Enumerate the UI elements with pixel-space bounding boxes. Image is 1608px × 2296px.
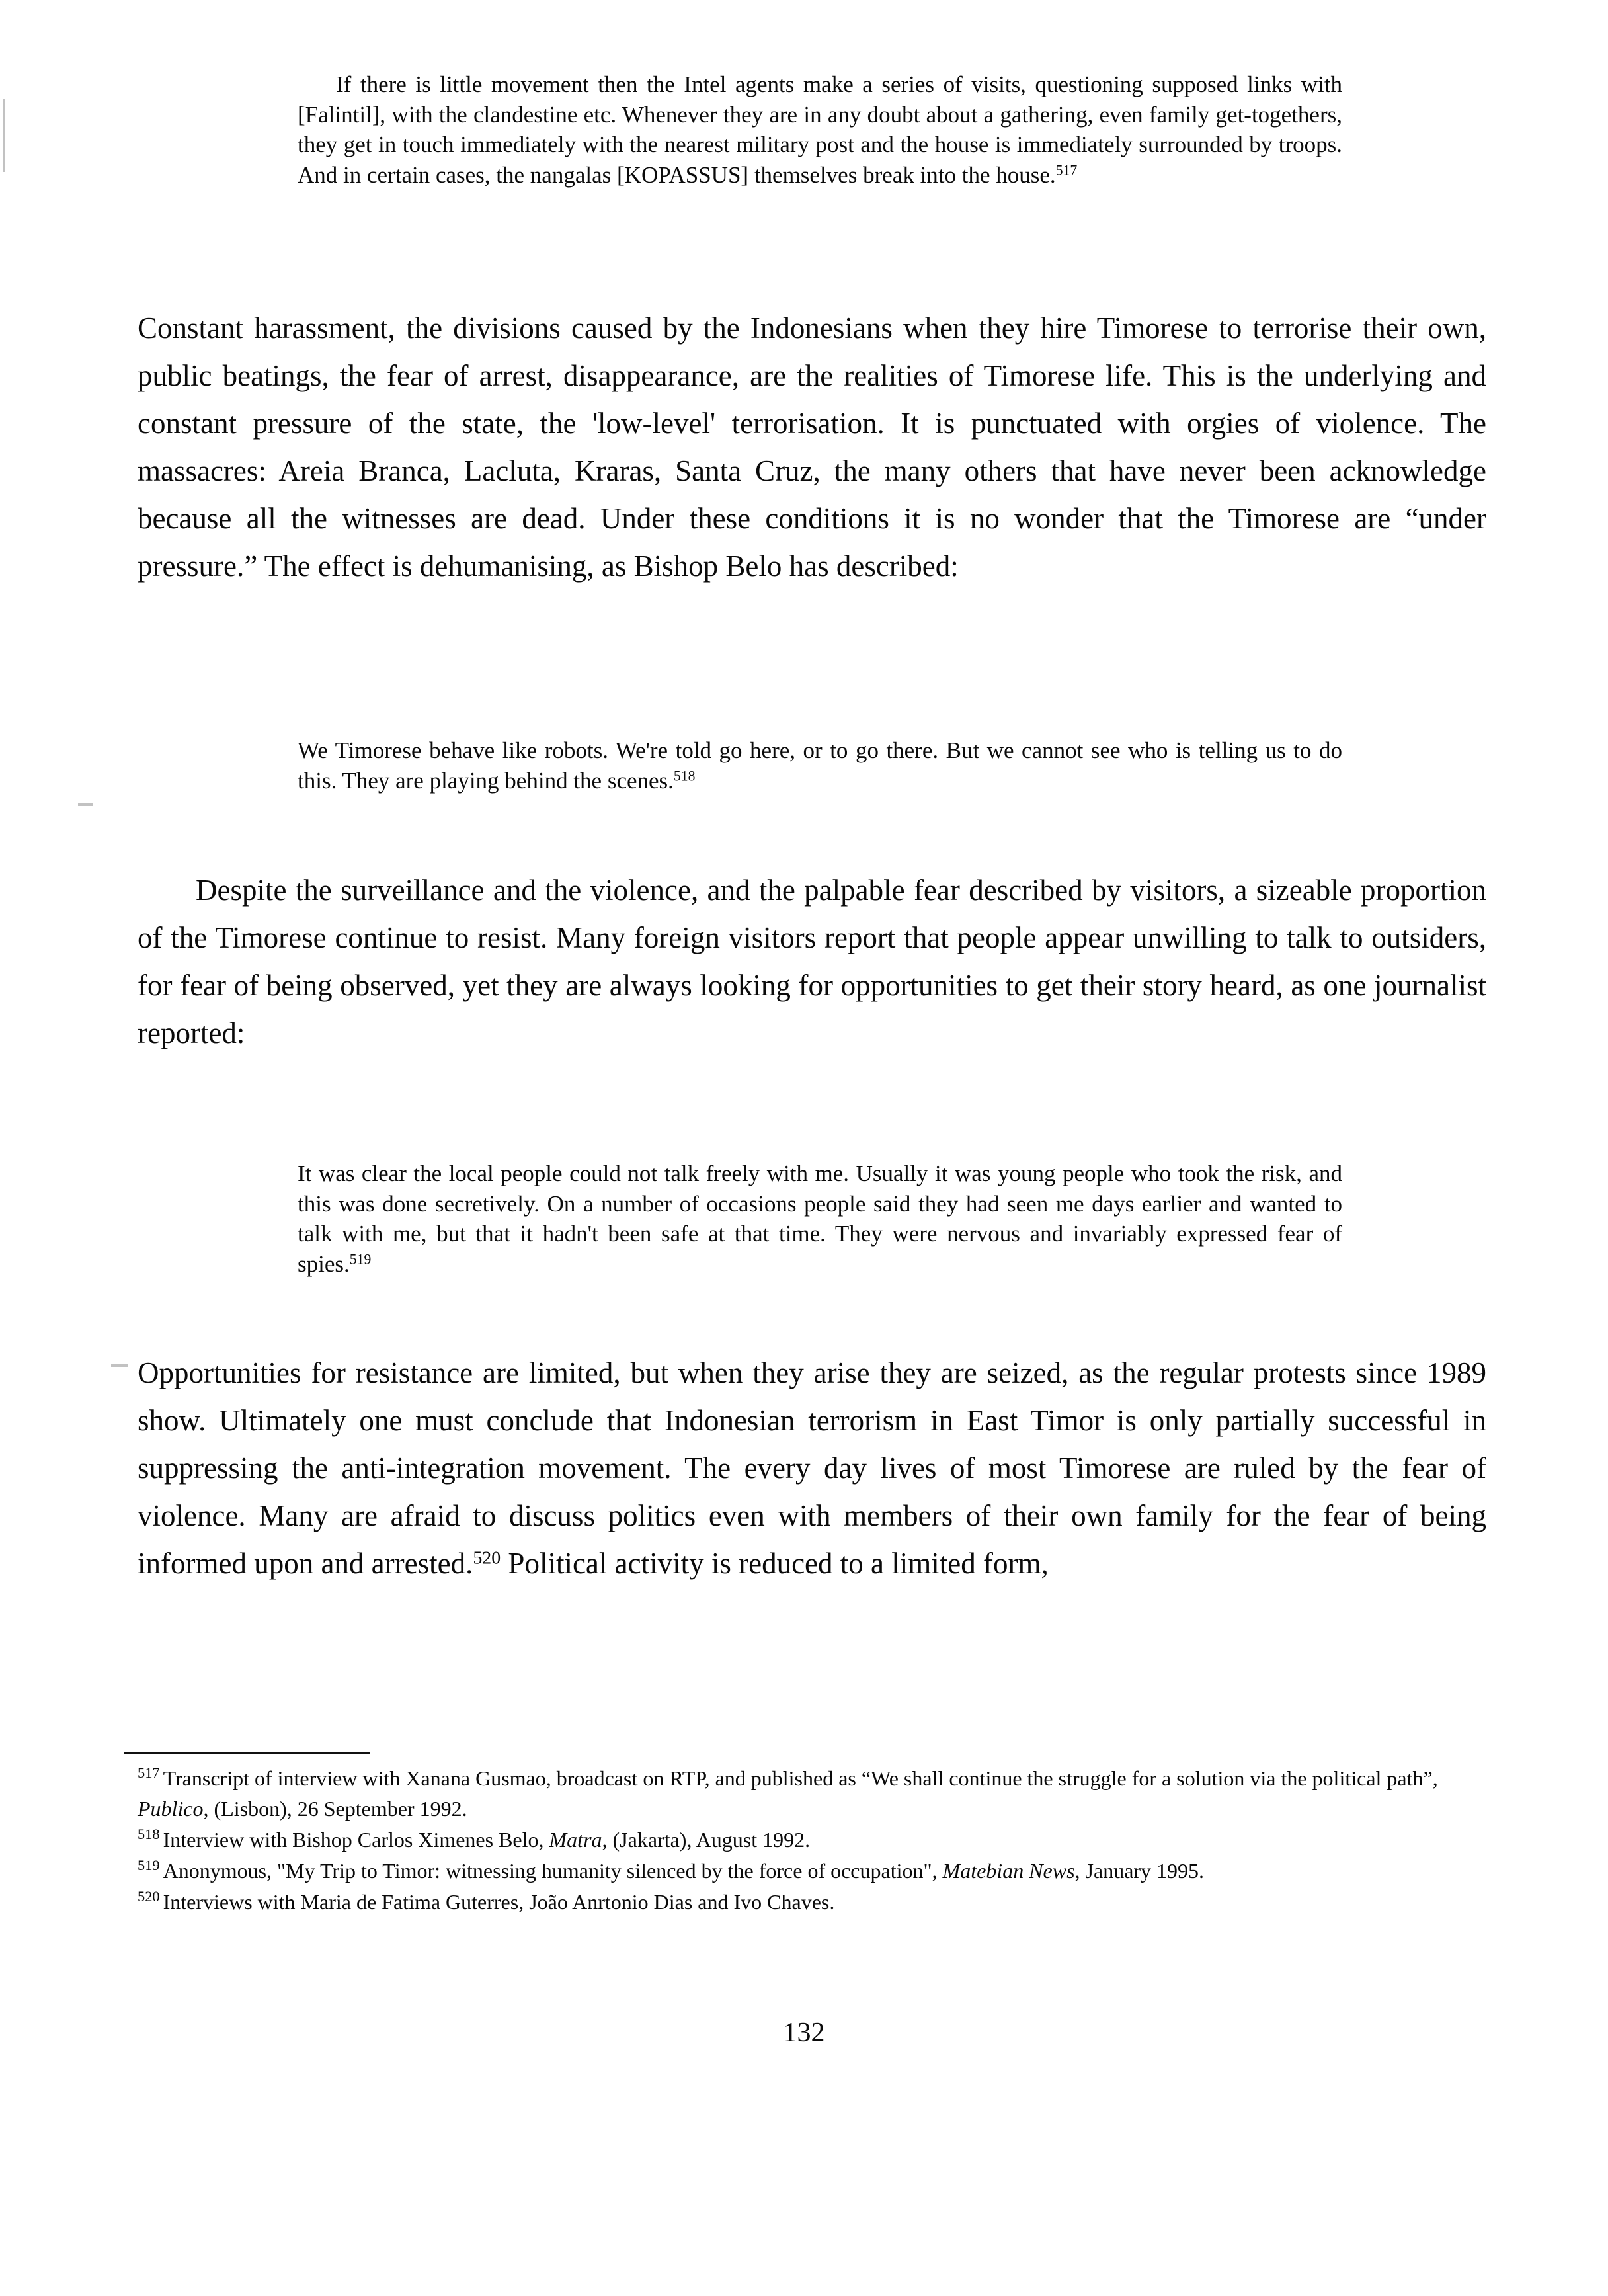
scan-artifact-left-3 (111, 1364, 128, 1367)
scan-artifact-left-1 (3, 99, 5, 172)
footnote-519-italic-title: Matebian News (942, 1859, 1075, 1883)
footnote-518-part1: Interview with Bishop Carlos Ximenes Belo, (163, 1828, 549, 1852)
paragraph-3-text-after: Political activity is reduced to a limited form, (501, 1547, 1049, 1580)
blockquote-belo-robots (298, 735, 1342, 796)
footnote-518-part2: , (Jakarta), August 1992. (602, 1828, 811, 1852)
footnote-ref-520: 520 (473, 1547, 501, 1569)
footnote-518-italic-title: Matra (549, 1828, 602, 1852)
footnote-number-520: 520 (138, 1888, 160, 1905)
paragraph-despite-surveillance (138, 866, 1486, 1057)
footnote-number-519: 519 (138, 1856, 160, 1873)
footnote-separator-rule (124, 1752, 370, 1754)
paragraph-3-text-before: Opportunities for resistance are limited, but when they arise they are seized, as the regular protests since 1989 show. Ultimately one must conclude that Indonesian terrorism in East Timor is only partially successful in suppressing the anti-integration movement. The every day lives of most Timorese are ruled by the fear of violence. Many are afraid to discuss politics even with members of their own family for the fear of being informed upon and arrested. (138, 1356, 1486, 1580)
footnote-517-part2: , (Lisbon), 26 September 1992. (203, 1797, 467, 1821)
footnote-519-part1: Anonymous, "My Trip to Timor: witnessing humanity silenced by the force of occupation", (163, 1859, 943, 1883)
paragraph-2-text: Despite the surveillance and the violence, and the palpable fear described by visitors, a sizeable proportion of the Timorese continue to resist. Many foreign visitors report that people appear unwilling to talk to outsiders, for fear of being observed, yet they are always looking for opportunities to get their story heard, as one journalist reported: (138, 874, 1486, 1049)
blockquote-intel-agents (298, 69, 1342, 190)
footnote-520-part1: Interviews with Maria de Fatima Guterres, João Anrtonio Dias and Ivo Chaves. (163, 1890, 835, 1914)
footnote-list (138, 1763, 1486, 1918)
footnote-517-part1: Transcript of interview with Xanana Gusmao, broadcast on RTP, and published as “We shall continue the struggle for a solution via the political path”, (163, 1766, 1438, 1790)
blockquote-1-text: If there is little movement then the Intel agents make a series of visits, questioning supposed links with [Falintil], with the clandestine etc. Whenever they are in any doubt about a gathering, even family get-togethers, they get in touch immediately with the nearest military post and the house is immediately surrounded by troops. And in certain cases, the nangalas [KOPASSUS] themselves break into the house. (298, 71, 1342, 188)
footnote-ref-519: 519 (349, 1251, 372, 1268)
scan-artifact-left-2 (78, 803, 93, 806)
paragraph-constant-harassment (138, 304, 1486, 590)
footnote-519-part2: , January 1995. (1074, 1859, 1205, 1883)
blockquote-journalist-report (298, 1159, 1342, 1279)
footnote-519 (138, 1856, 1486, 1886)
blockquote-3-text: It was clear the local people could not talk freely with me. Usually it was young people who took the risk, and this was done secretively. On a number of occasions people said they had seen me days earlier and wanted to talk with me, but that it hadn't been safe at that time. They were nervous and invariably expressed fear of spies. (298, 1161, 1342, 1277)
footnote-ref-518: 518 (673, 768, 696, 784)
footnote-517 (138, 1763, 1486, 1824)
page-number: 132 (783, 2018, 825, 2048)
blockquote-2-text: We Timorese behave like robots. We're told go here, or to go there. But we cannot see who is telling us to do this. They are playing behind the scenes. (298, 737, 1342, 794)
footnote-number-518: 518 (138, 1825, 160, 1842)
footnote-517-italic-title: Publico (138, 1797, 204, 1821)
footnote-520 (138, 1887, 1486, 1917)
footnote-518 (138, 1824, 1486, 1855)
paragraph-1-text: Constant harassment, the divisions caused by the Indonesians when they hire Timorese to terrorise their own, public beatings, the fear of arrest, disappearance, are the realities of Timorese life. This is the underlying and constant pressure of the state, the 'low-level' terrorisation. It is punctuated with orgies of violence. The massacres: Areia Branca, Lacluta, Kraras, Santa Cruz, the many others that have never been acknowledge because all the witnesses are dead. Under these conditions it is no wonder that the Timorese are “under pressure.” The effect is dehumanising, as Bishop Belo has described: (138, 311, 1486, 583)
footnote-ref-517: 517 (1055, 162, 1078, 179)
footnote-number-517: 517 (138, 1764, 160, 1781)
paragraph-opportunities-resistance (138, 1349, 1486, 1587)
